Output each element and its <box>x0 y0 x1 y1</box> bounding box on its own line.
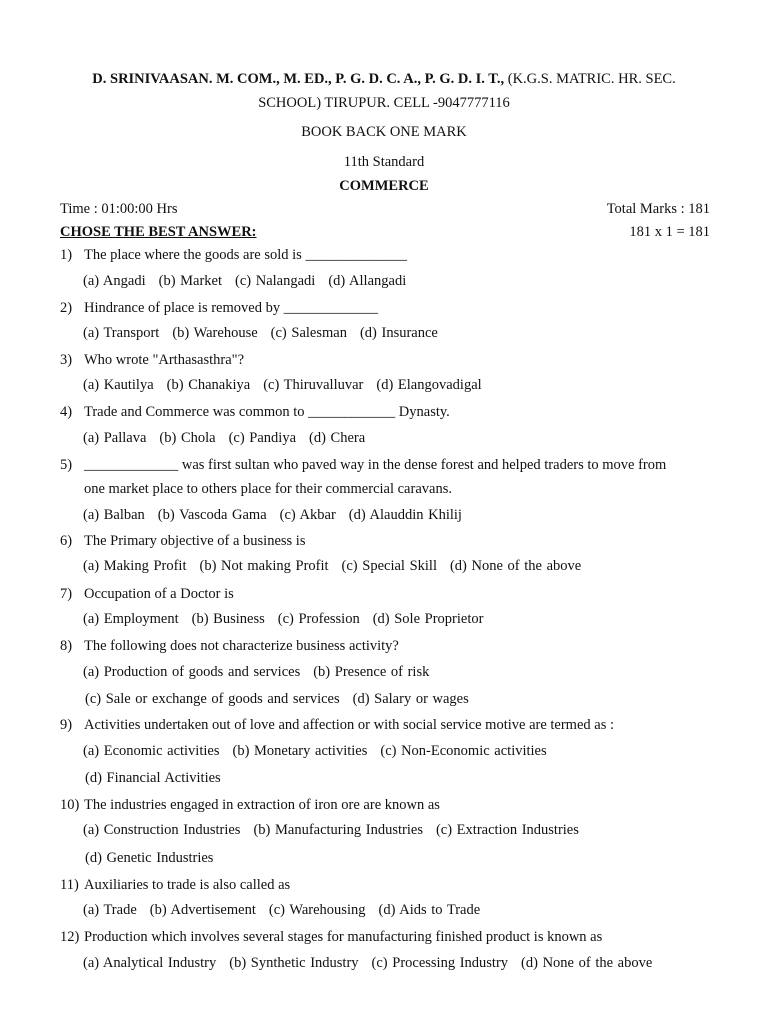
answer-option: (a) Pallava <box>83 430 147 446</box>
answer-option: (b) Synthetic Industry <box>229 955 359 971</box>
question-number: 8) <box>60 638 73 654</box>
question-text: The Primary objective of a business is <box>84 533 306 549</box>
answer-option: (b) Chola <box>159 430 216 446</box>
answer-option: (c) Sale or exchange of goods and services <box>85 691 340 707</box>
school-contact-line: SCHOOL) TIRUPUR. CELL -9047777116 <box>258 95 510 111</box>
answer-option: (a) Making Profit <box>83 558 187 574</box>
question-text: Hindrance of place is removed by _____________ <box>84 300 378 316</box>
options-row <box>83 953 665 973</box>
question-number: 4) <box>60 404 73 420</box>
options-row <box>83 609 496 629</box>
answer-option: (a) Angadi <box>83 273 146 289</box>
question-text-continued: one market place to others place for their commercial caravans. <box>84 481 452 497</box>
question-text: Trade and Commerce was common to ____________ Dynasty. <box>84 404 450 420</box>
answer-option: (a) Trade <box>83 902 137 918</box>
answer-option: (c) Special Skill <box>341 558 437 574</box>
answer-option: (b) Presence of risk <box>313 664 430 680</box>
answer-option: (a) Economic activities <box>83 743 220 759</box>
answer-option: (c) Thiruvalluvar <box>263 377 364 393</box>
options-row <box>83 323 451 343</box>
answer-option: (c) Salesman <box>270 325 347 341</box>
answer-option: (a) Employment <box>83 611 179 627</box>
subject-title: COMMERCE <box>339 178 429 194</box>
answer-option: (b) Monetary activities <box>232 743 368 759</box>
author-line <box>0 68 768 90</box>
answer-option: (d) Insurance <box>359 325 438 341</box>
question-text: Activities undertaken out of love and affection or with social service motive are termed as : <box>84 717 615 733</box>
answer-option: (b) Business <box>191 611 265 627</box>
answer-option: (a) Transport <box>83 325 160 341</box>
options-row <box>83 375 495 395</box>
options-row <box>83 556 594 576</box>
question-number: 5) <box>60 457 73 473</box>
options-row <box>83 505 475 525</box>
answer-option: (c) Warehousing <box>268 902 366 918</box>
answer-option: (d) Alauddin Khilij <box>348 507 462 523</box>
question-number: 3) <box>60 352 73 368</box>
answer-option: (a) Kautilya <box>83 377 154 393</box>
question-text: Auxiliaries to trade is also called as <box>84 877 291 893</box>
answer-option: (c) Akbar <box>279 507 336 523</box>
question-text: Occupation of a Doctor is <box>84 586 234 602</box>
options-row <box>83 741 560 761</box>
question-number: 7) <box>60 586 73 602</box>
answer-option: (b) Warehouse <box>172 325 258 341</box>
question-text: The following does not characterize business activity? <box>84 638 399 654</box>
answer-option: (a) Balban <box>83 507 145 523</box>
answer-option: (c) Non-Economic activities <box>380 743 547 759</box>
answer-option: (d) Elangovadigal <box>376 377 482 393</box>
question-number: 11) <box>60 877 79 893</box>
answer-option: (d) Salary or wages <box>352 691 469 707</box>
answer-option: (d) Aids to Trade <box>378 902 481 918</box>
question-number: 10) <box>60 797 80 813</box>
answer-option: (b) Chanakiya <box>166 377 251 393</box>
options-row <box>83 271 419 291</box>
author-qualifications: D. SRINIVAASAN. M. COM., M. ED., P. G. D. C. A., P. G. D. I. T., <box>92 71 505 87</box>
standard-label: 11th Standard <box>343 154 425 170</box>
question-text: Production which involves several stages for manufacturing finished product is known as <box>84 929 603 945</box>
answer-option: (d) Financial Activities <box>85 770 221 786</box>
paper-title: BOOK BACK ONE MARK <box>301 124 467 140</box>
marks-calculation: 181 x 1 = 181 <box>629 224 710 240</box>
options-row <box>83 662 442 682</box>
answer-option: (d) None of the above <box>449 558 582 574</box>
question-text: _____________ was first sultan who paved way in the dense forest and helped traders to move from <box>84 457 667 473</box>
options-row <box>83 428 378 448</box>
options-row <box>83 900 493 920</box>
answer-option: (d) Chera <box>309 430 366 446</box>
question-text: The place where the goods are sold is ______________ <box>84 247 407 263</box>
answer-option: (a) Construction Industries <box>83 822 241 838</box>
question-number: 9) <box>60 717 73 733</box>
section-heading: CHOSE THE BEST ANSWER: <box>60 224 257 240</box>
question-text: Who wrote "Arthasasthra"? <box>84 352 245 368</box>
answer-option: (c) Processing Industry <box>371 955 509 971</box>
question-text: The industries engaged in extraction of iron ore are known as <box>84 797 440 813</box>
answer-option: (c) Extraction Industries <box>435 822 579 838</box>
total-marks-label: Total Marks : 181 <box>606 201 710 217</box>
answer-option: (d) Sole Proprietor <box>372 611 484 627</box>
answer-option: (c) Nalangadi <box>235 273 316 289</box>
answer-option: (d) Genetic Industries <box>85 850 214 866</box>
answer-option: (b) Vascoda Gama <box>157 507 267 523</box>
answer-option: (a) Production of goods and services <box>83 664 301 680</box>
answer-option: (d) Allangadi <box>328 273 407 289</box>
answer-option: (c) Profession <box>277 611 360 627</box>
school-name-part: (K.G.S. MATRIC. HR. SEC. <box>504 71 676 87</box>
answer-option: (c) Pandiya <box>228 430 297 446</box>
answer-option: (b) Not making Profit <box>199 558 329 574</box>
time-label: Time : 01:00:00 Hrs <box>60 201 178 217</box>
answer-option: (b) Market <box>158 273 223 289</box>
question-number: 1) <box>60 247 73 263</box>
answer-option: (b) Advertisement <box>149 902 256 918</box>
options-row <box>85 768 234 788</box>
options-row <box>85 848 226 868</box>
question-number: 6) <box>60 533 73 549</box>
options-row <box>83 820 592 840</box>
question-number: 12) <box>60 929 80 945</box>
answer-option: (a) Analytical Industry <box>83 955 217 971</box>
answer-option: (b) Manufacturing Industries <box>253 822 423 838</box>
question-number: 2) <box>60 300 73 316</box>
answer-option: (d) None of the above <box>521 955 653 971</box>
options-row <box>85 689 482 709</box>
